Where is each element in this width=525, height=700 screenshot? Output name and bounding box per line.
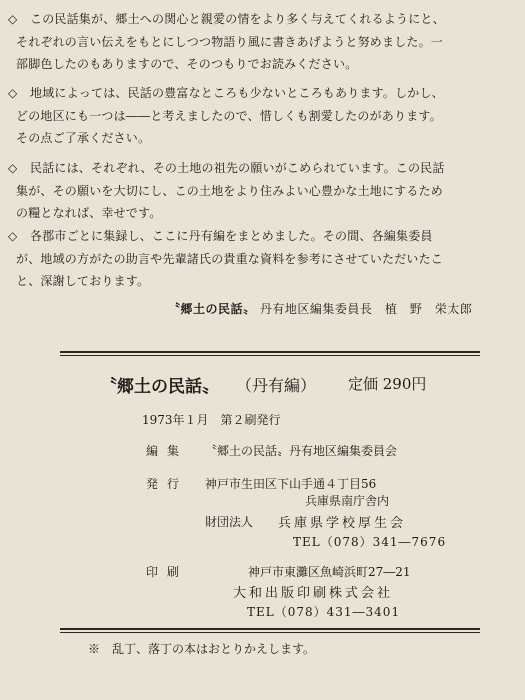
preface-line-text: 民話には、それぞれ、その土地の祖先の願いがこめられています。この民話	[30, 161, 445, 175]
preface-line	[8, 31, 513, 54]
colophon-pubdate: 1973年１月 第２刷発行	[142, 413, 281, 427]
preface-line-text: が、地域の方がたの助言や先輩諸氏の貴重な資料を参考にさせていただいたこ	[16, 251, 444, 266]
preface-line-text: の糧となれば、幸せです。	[16, 206, 162, 220]
preface-line-text: それぞれの言い伝えをもとにしつつ物語り風に書きあげようと努めました。一	[16, 34, 444, 49]
colophon-bottom-rule	[60, 628, 480, 630]
preface-line	[8, 225, 513, 248]
publisher-address-building: 兵庫県南庁舎内	[305, 494, 390, 508]
colophon-price: 定価 290円	[348, 375, 427, 393]
preface-line	[8, 105, 513, 128]
printer-tel: TEL（078）431―3401	[247, 605, 401, 619]
preface-paragraph	[8, 82, 513, 150]
publisher-corp-prefix: 財団法人	[205, 515, 254, 529]
printer-address: 神戸市東灘区魚崎浜町27―21	[248, 565, 411, 579]
preface-line	[8, 270, 513, 293]
preface-line	[8, 180, 513, 203]
colophon-edition: （丹有編）	[236, 376, 317, 395]
preface-line-text: 集が、その願いを大切にし、この土地をより住みよい心豊かな土地にするため	[16, 183, 444, 198]
preface-line	[8, 53, 513, 76]
diamond-bullet-icon: ◇	[8, 12, 18, 26]
preface-line-text: この民話集が、郷土への関心と親愛の情をより多く与えてくれるようにと、	[30, 12, 445, 26]
signature-text: 丹有地区編集委員長 植 野 栄太郎	[259, 302, 473, 316]
preface-line-text: 各郡市ごとに集録し、ここに丹有編をまとめました。その間、各編集委員	[30, 229, 433, 243]
signature-book-title: 〝郷土の民話〟	[168, 302, 256, 316]
editor-label: 編集	[146, 444, 189, 458]
colophon-top-rule-thin	[60, 355, 480, 356]
preface-line	[8, 157, 513, 180]
preface-signature	[168, 300, 472, 317]
diamond-bullet-icon: ◇	[8, 229, 18, 243]
preface-line-text: と、深謝しております。	[16, 274, 150, 288]
colophon-book-title: 〝郷土の民話〟	[100, 377, 219, 397]
editor-value: 〝郷土の民話〟丹有地区編集委員会	[205, 444, 398, 458]
preface-line	[8, 248, 513, 271]
preface-line	[8, 8, 513, 31]
diamond-bullet-icon: ◇	[8, 86, 18, 100]
preface-paragraph	[8, 225, 513, 293]
colophon-top-rule	[60, 351, 480, 353]
preface-line-text: 地域によっては、民話の豊富なところも少ないところもあります。しかし、	[30, 86, 444, 100]
replacement-note: ※ 乱丁、落丁の本はおとりかえします。	[88, 642, 316, 656]
preface-line-text: その点ご了承ください。	[16, 131, 151, 145]
printer-label: 印刷	[146, 565, 189, 579]
publisher-tel: TEL（078）341―7676	[293, 535, 447, 549]
preface-line-text: どの地区にも一つは――と考えましたので、惜しくも割愛したのがあります。	[16, 108, 442, 123]
publisher-address: 神戸市生田区下山手通４丁目56	[205, 477, 377, 491]
colophon-bottom-rule-thin	[60, 632, 480, 633]
diamond-bullet-icon: ◇	[8, 161, 18, 175]
preface-line-text: 部脚色したのもありますので、そのつもりでお読みください。	[16, 57, 358, 71]
printer-name: 大和出版印刷株式会社	[233, 586, 394, 601]
preface-line	[8, 127, 513, 150]
preface-line	[8, 82, 513, 105]
preface-line	[8, 202, 513, 225]
preface-paragraph	[8, 157, 513, 225]
publisher-label: 発行	[146, 477, 189, 491]
publisher-name: 兵庫県学校厚生会	[278, 516, 407, 531]
preface-paragraph	[8, 8, 513, 76]
